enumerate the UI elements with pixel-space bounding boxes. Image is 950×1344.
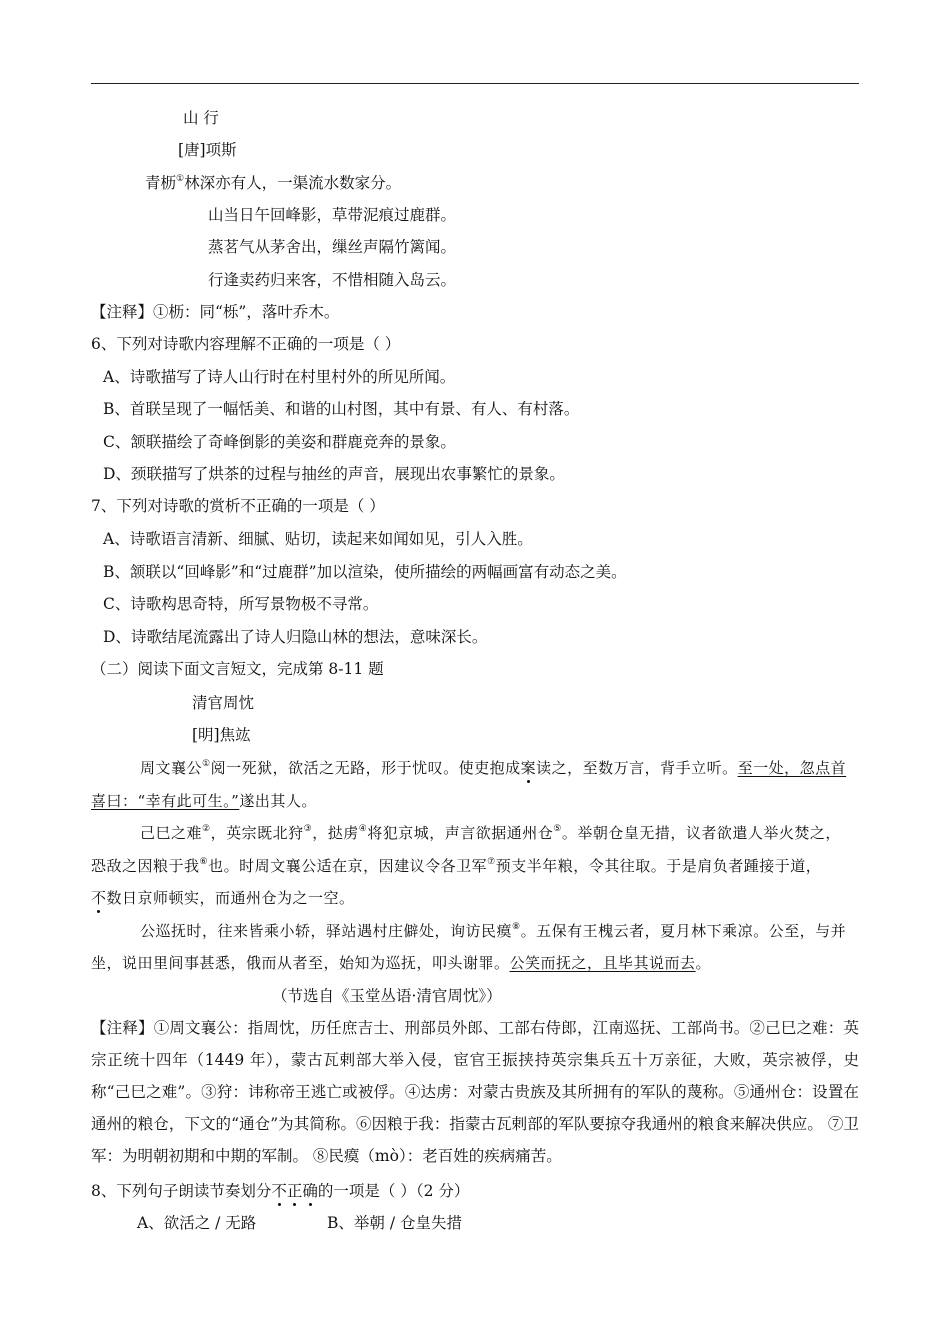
passage-author: [明]焦竑 [192, 726, 251, 744]
dotted-char: 案 [520, 759, 537, 777]
dotted-emphasis [271, 1182, 318, 1200]
passage-title: 清官周忱 [192, 694, 255, 712]
note-marker: ① [202, 759, 211, 769]
passage-source: （节选自《玉堂丛语·清官周忱》） [272, 987, 502, 1005]
note-marker: ① [176, 173, 185, 184]
text: 己巳之难 [140, 824, 203, 842]
text: 的一项是（ ）（2 分） [317, 1182, 470, 1200]
underlined-sentence: 喜曰：“幸有此可生。” [91, 792, 240, 810]
note-marker: ③ [303, 824, 313, 834]
poem-line-4: 行逢卖药归来客，不惜相随入岛云。 [208, 271, 457, 289]
poem-author: [唐]项斯 [178, 141, 237, 159]
question-8-stem [91, 1181, 469, 1201]
question-7-option-d: D、诗歌结尾流露出了诗人归隐山林的想法，意味深长。 [103, 628, 488, 646]
poem-line-1-rest: 林深亦有人，一渠流水数家分。 [184, 174, 402, 192]
text: 。 [695, 954, 712, 972]
question-6-option-a: A、诗歌描写了诗人山行时在村里村外的所见所闻。 [103, 368, 456, 386]
question-6-option-c: C、颔联描绘了奇峰倒影的美姿和群鹿竞奔的景象。 [103, 433, 456, 451]
question-6-stem: 6、下列对诗歌内容理解不正确的一项是（ ） [91, 335, 401, 353]
poem-line-2: 山当日午回峰影，草带泥痕过鹿群。 [208, 206, 457, 224]
note-marker: ⑦ [487, 857, 496, 867]
text: 恐敌之因粮于我 [91, 857, 200, 875]
text: 遂出其人。 [239, 792, 317, 810]
text: 数日京师顿实，而通州仓为之一空。 [106, 889, 355, 907]
question-7-option-a: A、诗歌语言清新、细腻、贴切，读起来如闻如见，引人入胜。 [103, 530, 533, 548]
poem-title: 山 行 [183, 109, 219, 127]
text: 预支半年粮，令其往取。于是肩负者踵接于道， [495, 857, 822, 875]
passage-p1-line-2 [91, 791, 317, 811]
text: 。举朝仓皇无措，议者欲遣人举火焚之， [561, 824, 841, 842]
note-marker: ⑥ [199, 857, 209, 867]
header-rule [91, 83, 859, 84]
note-marker: ⑧ [512, 922, 521, 932]
question-8-option-b: B、举朝 / 仓皇失措 [327, 1214, 462, 1232]
text: 阅一死狱，欲活之无路，形于忧叹。使吏抱成 [210, 759, 521, 777]
question-7-stem: 7、下列对诗歌的赏析不正确的一项是（ ） [91, 497, 385, 515]
passage-p3-line-2 [91, 953, 711, 973]
passage-notes: 【注释】①周文襄公：指周忱，历任庶吉士、刑部员外郎、工部右侍郎，江南巡抚、工部尚书。②己巳之难：英宗正统十四年（1449 年），蒙古瓦剌部大举入侵，宦官王振挟持英宗集兵五十万亲征，大败，英宗被俘，史称“己巳之难”。③狩：讳称帝王逃亡或被俘。④达虏：对蒙古贵族及其所拥有的军队的蔑称。⑤通州仓：设置在通州的粮仓，下文的“通仓”为其简称。⑥因粮于我：指蒙古瓦剌部的军队要掠夺我通州的粮食来解决供应。 ⑦卫军：为明朝初期和中期的军制。 ⑧民瘼（mò）：老百姓的疾病痛苦。 [91, 1019, 859, 1165]
text: 。五保有王槐云者，夏月林下乘凉。公至，与并 [520, 922, 847, 940]
note-marker: ④ [358, 824, 368, 834]
question-6-option-d: D、颈联描写了烘茶的过程与抽丝的声音，展现出农事繁忙的景象。 [103, 465, 565, 483]
underlined-sentence: 至一处，忽点首 [737, 759, 847, 777]
question-7-option-c: C、诗歌构思奇特，所写景物极不寻常。 [103, 595, 379, 613]
note-marker: ⑤ [553, 824, 562, 834]
text: 坐，说田里间事甚悉，俄而从者至，始知为巡抚，叩头谢罪。 [91, 954, 510, 972]
dotted-char: 确 [302, 1182, 318, 1200]
text: 也。时周文襄公适在京，因建议令各卫军 [208, 857, 488, 875]
poem-note: 【注释】①枥：同“栎”，落叶乔木。 [91, 303, 340, 321]
question-8-option-a: A、欲活之 / 无路 [137, 1214, 257, 1232]
passage-p2-line-3 [91, 888, 355, 908]
passage-p1-line-1 [140, 758, 846, 778]
text: 读之，至数万言，背手立听。 [536, 759, 738, 777]
question-7-option-b: B、颔联以“回峰影”和“过鹿群”加以渲染，使所描绘的两幅画富有动态之美。 [103, 563, 627, 581]
passage-p2-line-1 [140, 823, 841, 843]
text: 将犯京城，声言欲据通州仓 [367, 824, 554, 842]
poem-line-3: 蒸茗气从茅舍出，缫丝声隔竹篱闻。 [208, 238, 457, 256]
note-marker: ② [202, 824, 211, 834]
section-2-heading: （二）阅读下面文言短文，完成第 8-11 题 [91, 660, 384, 678]
poem-line-1 [145, 173, 401, 193]
dotted-char: 不 [91, 889, 107, 907]
passage-p2-line-2 [91, 856, 821, 876]
underlined-sentence: 公笑而抚之，且毕其说而去 [509, 954, 696, 972]
text: ，英宗既北狩 [210, 824, 304, 842]
text: 周文襄公 [140, 759, 203, 777]
passage-p3-line-1 [140, 921, 846, 941]
dotted-char: 不 [271, 1182, 287, 1200]
text: ，挞虏 [312, 824, 359, 842]
dotted-char: 正 [286, 1182, 303, 1200]
poem-line-1-start: 青枥 [145, 174, 177, 192]
text: 公巡抚时，往来皆乘小轿，驿站遇村庄僻处，询访民瘼 [140, 922, 513, 940]
question-6-option-b: B、首联呈现了一幅恬美、和谐的山村图，其中有景、有人、有村落。 [103, 400, 580, 418]
text: 8、下列句子朗读节奏划分 [91, 1182, 272, 1200]
